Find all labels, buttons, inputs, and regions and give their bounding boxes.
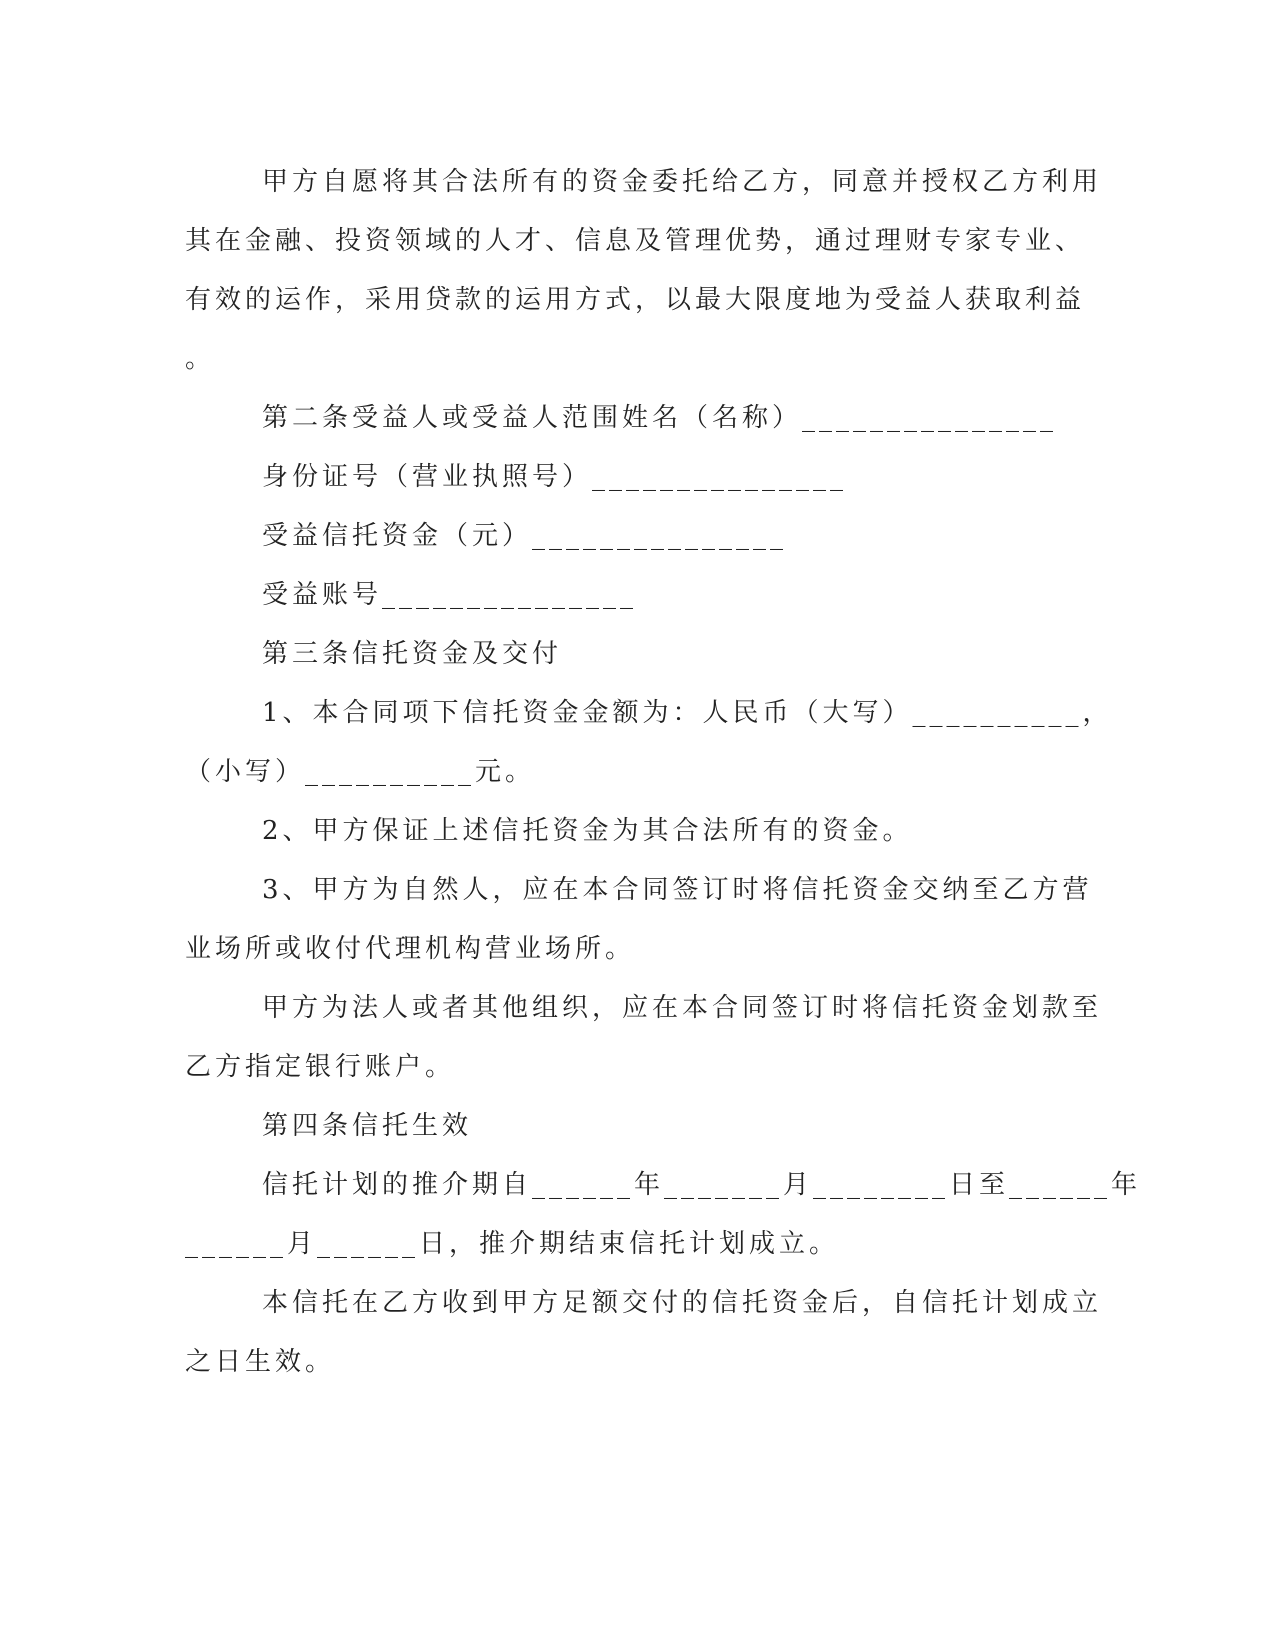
text-line: 本信托在乙方收到甲方足额交付的信托资金后，自信托计划成立 (262, 1288, 1103, 1318)
text-line: ______月______日，推介期结束信托计划成立。 (185, 1229, 840, 1259)
text-line: 信托计划的推介期自______年_______月________日至______年 (262, 1170, 1142, 1200)
text-line: 1、本合同项下信托资金金额为：人民币（大写）__________， (262, 698, 1113, 728)
section-heading: 第四条信托生效 (262, 1111, 473, 1141)
text-line: 业场所或收付代理机构营业场所。 (185, 934, 636, 964)
text-line: 受益账号_______________ (262, 580, 638, 610)
text-line: 受益信托资金（元）_______________ (262, 521, 788, 551)
text-line: 甲方为法人或者其他组织，应在本合同签订时将信托资金划款至 (262, 993, 1103, 1023)
text-line: 第二条受益人或受益人范围姓名（名称）_______________ (262, 403, 1058, 433)
text-line: 身份证号（营业执照号）_______________ (262, 462, 848, 492)
text-line: 之日生效。 (185, 1347, 336, 1377)
section-heading: 第三条信托资金及交付 (262, 639, 563, 669)
text-line: 有效的运作，采用贷款的运用方式，以最大限度地为受益人获取利益 (185, 285, 1086, 315)
text-line: （小写）__________元。 (185, 757, 536, 787)
text-line: 。 (185, 344, 216, 374)
text-line: 乙方指定银行账户。 (185, 1052, 456, 1082)
text-line: 3、甲方为自然人，应在本合同签订时将信托资金交纳至乙方营 (262, 875, 1093, 905)
text-line: 2、甲方保证上述信托资金为其合法所有的资金。 (262, 816, 913, 846)
text-line: 其在金融、投资领域的人才、信息及管理优势，通过理财专家专业、 (185, 226, 1086, 256)
text-line: 甲方自愿将其合法所有的资金委托给乙方，同意并授权乙方利用 (262, 167, 1103, 197)
